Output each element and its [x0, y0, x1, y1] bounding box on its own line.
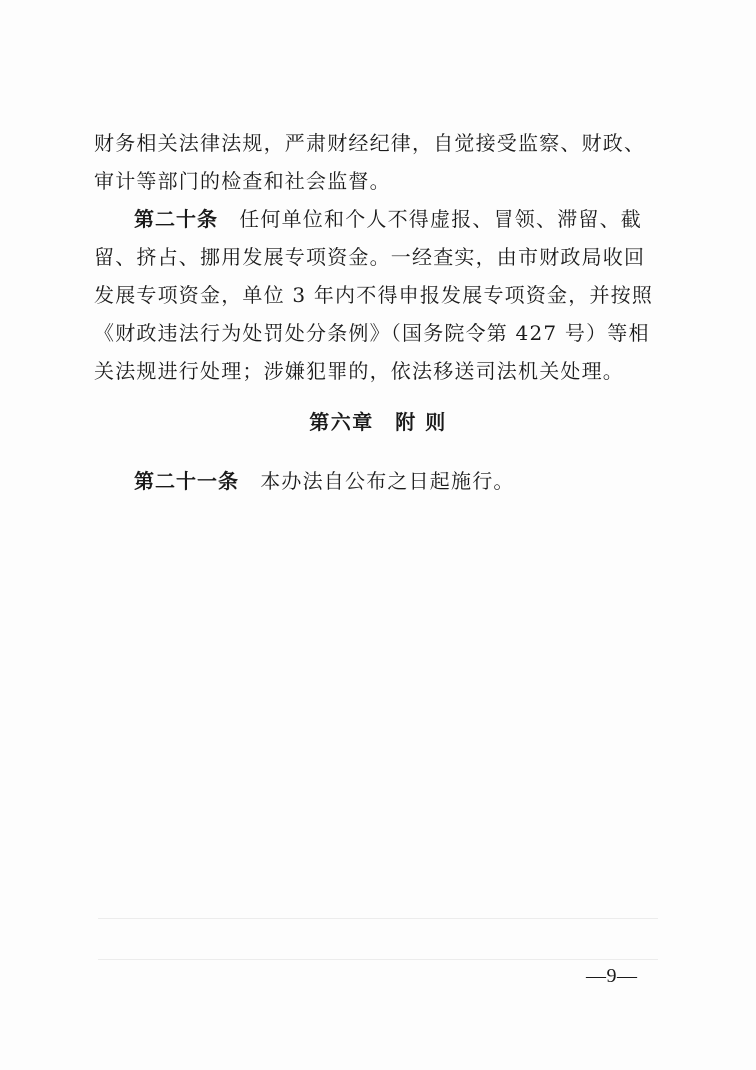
article-21-text: 本办法自公布之日起施行。	[260, 469, 515, 493]
article-21-heading: 第二十一条	[134, 469, 239, 493]
article-20-text: 任何单位和个人不得虚报、冒领、滞留、截留、挤占、挪用发展专项资金。一经查实，由市财政局收回发展专项资金，单位 3 年内不得申报发展专项资金，并按照《财政违法行为处罚处分条例》（国务院令第 427 号）等相关法规进行处理；涉嫌犯罪的，依法移送司法机关处理。	[94, 207, 654, 383]
chapter-title: 第六章 附 则	[309, 410, 447, 434]
paragraph-continuation: 财务相关法律法规，严肃财经纪律，自觉接受监察、财政、审计等部门的检查和社会监督。	[94, 131, 646, 193]
article-21	[94, 462, 666, 500]
page-number: —9—	[586, 965, 638, 987]
article-20	[94, 200, 666, 390]
article-20-heading: 第二十条	[134, 207, 218, 231]
faint-bleed-through-band	[98, 918, 658, 960]
